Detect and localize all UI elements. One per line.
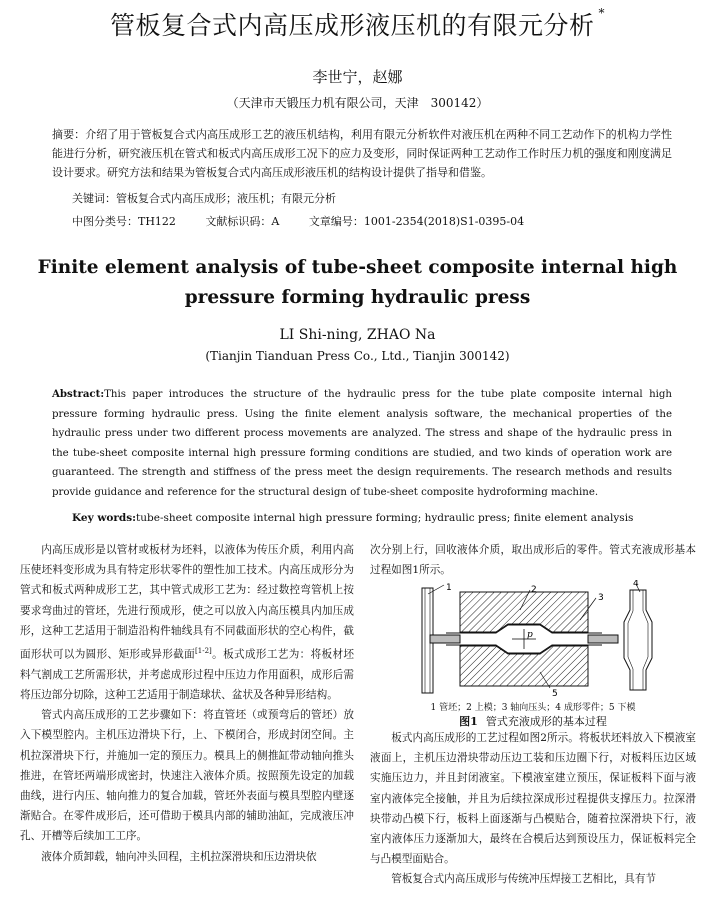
document-code: 文献标识码：A: [205, 215, 280, 228]
abstract-en-text: This paper introduces the structure of the hydraulic press for the tube plate composite internal high pressure forming hydraulic press. Using the finite element analysis software, the mechanical properties of the hydraulic press under two different process movements are analyzed. The stress and shape of the hydraulic press in the tube-sheet composite internal high pressure forming conditions are studied, and two kinds of operation work are guaranteed. The strength and stiffness of the press meet the design requirements. The research methods and results provide guidance and reference for the structural design of tube-sheet composite hydroforming machine.: [52, 389, 672, 498]
upper-die: [460, 592, 588, 632]
abstract-cn: 摘要：介绍了用于管板复合式内高压成形工艺的液压机结构，利用有限元分析软件对液压机在两种不同工艺动作下的机构力学性能进行分析，研究液压机在管式和板式内高压成形工况下的应力及变形，同时保证两种工艺动作工作时压力机的强度和刚度满足设计要求。研究方法和结果为管板复合式内高压成形液压机的结构设计提供了指导和借鉴。: [52, 128, 672, 179]
pressure-label: p: [527, 630, 533, 640]
figure-label-4: 4: [633, 580, 639, 589]
body-paragraph: 管板复合式内高压成形与传统冲压焊接工艺相比，具有节: [391, 873, 657, 886]
keywords-cn: 关键词：管板复合式内高压成形；液压机；有限元分析: [72, 192, 336, 205]
body-paragraph: 液体介质卸载，轴向冲头回程，主机拉深滑块和压边滑块依: [41, 850, 317, 863]
title-cn-text: 管板复合式内高压成形液压机的有限元分析: [109, 11, 595, 40]
title-en: Finite element analysis of tube-sheet composite internal high pressure forming hydraulic press: [37, 257, 678, 308]
figure-caption-text: 管式充液成形的基本过程: [485, 715, 607, 728]
body-paragraph: 内高压成形是以管材或板材为坯料，以液体为传压介质，利用内高压使坯料变形成为具有特定形状零件的塑性加工技术。内高压成形分为管式和板式两种成形工艺，其中管式成形工艺为：经过数控弯管机上按要求弯曲过的管坯，先进行预成形，使之可以放入内高压模具内加压成形，这种工艺适用于制造沿构件轴线具有不同截面形状的空心构件，截面形状可以为圆形、矩形或异形截面[1-2]。板式成形工艺为：将板材坯料气割成工艺所需形状，并考虑成形过程中压边力作用面积，成形后需将压边部分切除，这种工艺适用于制造球状、盆状及各种异形结构。: [20, 544, 355, 701]
affiliation-cn: （天津市天锻压力机有限公司，天津 300142）: [226, 96, 489, 110]
keywords-en-label: Key words:: [72, 512, 137, 524]
article-number: 文章编号：1001-2354(2018)S1-0395-04: [308, 215, 525, 228]
body-paragraph: 次分别上行，回收液体介质，取出成形后的零件。管式充液成形基本过程如图1所示。: [370, 544, 696, 577]
keywords-en: [72, 512, 633, 524]
figure-label-5: 5: [552, 689, 558, 698]
clc-number: 中图分类号：TH122: [72, 215, 176, 228]
figure-parts-legend: 1 管坯；2 上模；3 轴向压头；4 成形零件；5 下模: [430, 703, 636, 713]
figure-1-diagram: [400, 580, 672, 698]
figure-number: 图1: [459, 715, 478, 728]
body-paragraph: 板式内高压成形的工艺过程如图2所示。将板状坯料放入下模液室液面上，主机压边滑块带动压边工装和压边圈下行，对板料压边区域实施压边力，并且封闭液室。下模液室建立预压，保证板料下面与液室内液体完全接触，并且为后续拉深成形过程提供支撑压力。拉深滑块带动凸模下行，板料上面逐渐与凸模贴合，随着拉深滑块下行，液室内液体压力逐渐加大，最终在合模后达到预设压力，保证板料完全与凸模型面贴合。: [370, 732, 696, 866]
body-paragraph: 管式内高压成形的工艺步骤如下：将直管坯（或预弯后的管坯）放入下模型腔内。主机压边滑块下行，上、下模闭合，形成封闭空间。主机拉深滑块下行，并施加一定的预压力。模具上的侧推缸带动轴向推头推进，在管坯两端形成密封，快速注入液体介质。按照预先设定的加载曲线，进行内压、轴向推力的复合加载，管坯外表面与模具型腔内壁逐渐贴合。在零件成形后，还可借助于模具内部的辅助油缸，完成液压冲孔、开槽等后续加工工序。: [20, 709, 354, 843]
citation-ref: [1-2]: [195, 647, 212, 656]
authors-cn: 李世宁，赵娜: [312, 68, 403, 86]
lower-die: [460, 646, 588, 686]
abstract-en-label: Abstract:: [52, 388, 105, 400]
title-cn: [0, 6, 715, 42]
body-right-column-top: [370, 540, 696, 580]
figure-label-3: 3: [598, 593, 604, 603]
body-left-column: [20, 540, 354, 867]
axial-punch-right: [588, 635, 618, 643]
classification-line: [72, 213, 548, 229]
body-right-column-bottom: [370, 728, 696, 890]
abstract-en: [52, 385, 672, 503]
authors-en: LI Shi-ning, ZHAO Na: [279, 327, 436, 343]
title-footnote-mark: *: [598, 6, 605, 20]
axial-punch-left: [430, 635, 460, 643]
figure-label-2: 2: [531, 585, 537, 595]
figure-label-1: 1: [446, 583, 452, 593]
keywords-en-text: tube-sheet composite internal high pressure forming; hydraulic press; finite element analysis: [136, 512, 634, 524]
figure-caption: [370, 713, 696, 729]
affiliation-en: (Tianjin Tianduan Press Co., Ltd., Tianjin 300142): [205, 349, 510, 363]
